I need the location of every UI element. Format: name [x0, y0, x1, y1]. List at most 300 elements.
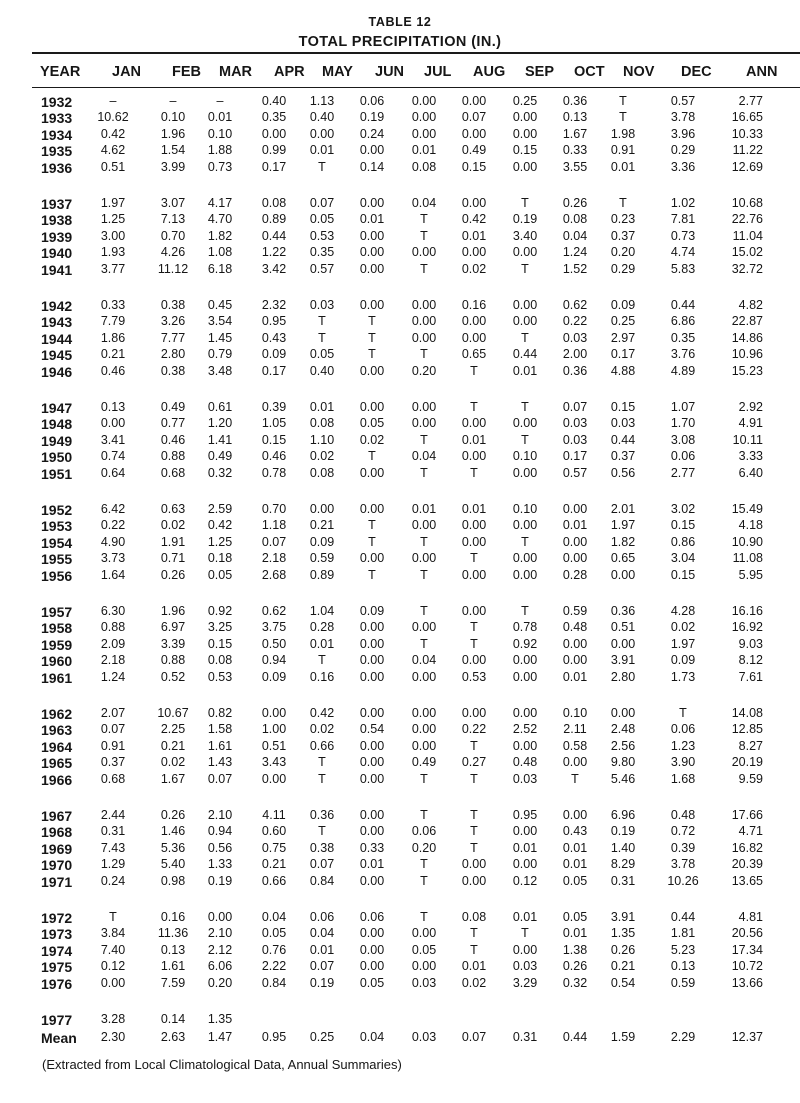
value-cell-apr: 0.89 — [261, 212, 287, 227]
value-cell-aug: 0.22 — [461, 722, 487, 737]
year-cell: 1966 — [41, 771, 73, 788]
value-cell-nov: 1.97 — [610, 518, 636, 533]
year-cell: 1953 — [41, 518, 73, 535]
value-cell-dec: 3.90 — [670, 755, 696, 770]
value-cell-aug: 0.00 — [461, 604, 487, 618]
value-cell-feb: 10.67 — [157, 706, 189, 720]
value-cell-feb: 1.96 — [160, 126, 186, 141]
value-cell-dec: 0.06 — [670, 722, 696, 737]
table-row — [0, 127, 800, 143]
value-cell-dec: 1.23 — [670, 738, 696, 753]
value-cell-jan: 0.42 — [100, 126, 126, 141]
value-cell-dec: 0.73 — [670, 228, 696, 243]
value-cell-dec: 4.74 — [670, 245, 696, 260]
value-cell-nov: 3.91 — [610, 910, 636, 924]
value-cell-jul: 0.00 — [411, 669, 437, 684]
value-cell-sep: 0.03 — [512, 959, 538, 974]
column-header-aug: AUG — [473, 64, 506, 80]
value-cell-aug: 0.16 — [461, 298, 487, 312]
value-cell-jul: T — [420, 604, 428, 618]
value-cell-feb: 3.39 — [160, 636, 186, 651]
value-cell-jun: T — [368, 449, 376, 464]
mean-cell-dec: 2.29 — [670, 1030, 696, 1044]
value-cell-jan: 0.21 — [100, 347, 126, 362]
table-row — [0, 449, 800, 465]
value-cell-apr: 0.78 — [261, 465, 287, 480]
table-row — [0, 824, 800, 840]
value-cell-ann: 2.92 — [738, 400, 763, 414]
value-cell-may: 0.07 — [309, 196, 335, 210]
value-cell-mar: 4.17 — [207, 196, 233, 210]
value-cell-oct: 0.04 — [562, 228, 588, 243]
value-cell-dec: 0.57 — [670, 94, 696, 108]
value-cell-jan: 0.74 — [100, 449, 126, 464]
column-header-row — [0, 64, 800, 84]
value-cell-jul: 0.00 — [411, 416, 437, 431]
value-cell-dec: T — [679, 706, 687, 720]
value-cell-aug: 0.15 — [461, 159, 487, 174]
value-cell-feb: 3.07 — [160, 196, 186, 210]
value-cell-oct: 0.01 — [562, 857, 588, 872]
value-cell-jan: 0.22 — [100, 518, 126, 533]
value-cell-jun: 0.06 — [359, 94, 385, 108]
value-cell-nov: T — [619, 196, 627, 210]
value-cell-jun: T — [368, 330, 376, 345]
value-cell-feb: 0.21 — [160, 738, 186, 753]
column-header-feb: FEB — [172, 64, 201, 80]
value-cell-mar: 1.82 — [207, 228, 233, 243]
value-cell-mar: 1.61 — [207, 738, 233, 753]
mean-cell-ann: 12.37 — [731, 1030, 763, 1044]
value-cell-jun: 0.00 — [359, 824, 385, 839]
value-cell-sep: 0.00 — [512, 245, 538, 260]
value-cell-jul: T — [420, 857, 428, 872]
value-cell-dec: 0.13 — [670, 959, 696, 974]
value-cell-mar: 2.12 — [207, 942, 233, 957]
value-cell-jul: 0.06 — [411, 824, 437, 839]
value-cell-ann: 13.65 — [731, 873, 763, 888]
value-cell-jun: 0.00 — [359, 551, 385, 566]
value-cell-jun: 0.00 — [359, 636, 385, 651]
value-cell-may: 0.16 — [309, 669, 335, 684]
value-cell-nov: 0.23 — [610, 212, 636, 227]
value-cell-jun: 0.01 — [359, 212, 385, 227]
value-cell-ann: 15.02 — [731, 245, 763, 260]
value-cell-mar: 0.18 — [207, 551, 233, 566]
value-cell-mar: 0.49 — [207, 449, 233, 464]
value-cell-aug: T — [470, 942, 478, 957]
value-cell-feb: 0.70 — [160, 228, 186, 243]
value-cell-jun: 0.00 — [359, 465, 385, 480]
value-cell-apr: 1.22 — [261, 245, 287, 260]
value-cell-sep: 0.01 — [512, 910, 538, 924]
value-cell-may: 0.53 — [309, 228, 335, 243]
value-cell-feb: 0.02 — [160, 518, 186, 533]
value-cell-apr: 0.95 — [261, 314, 287, 329]
year-cell: 1932 — [41, 94, 73, 110]
value-cell-dec: 0.39 — [670, 840, 696, 855]
table-row — [0, 143, 800, 159]
value-cell-jan: 6.30 — [100, 604, 126, 618]
value-cell-apr: 3.43 — [261, 755, 287, 770]
value-cell-dec: 5.83 — [670, 261, 696, 276]
value-cell-sep: 0.01 — [512, 363, 538, 378]
value-cell-aug: 0.00 — [461, 518, 487, 533]
value-cell-jun: 0.00 — [359, 706, 385, 720]
value-cell-apr: 0.40 — [261, 94, 287, 108]
table-row — [0, 245, 800, 261]
value-cell-feb: 0.38 — [160, 298, 186, 312]
value-cell-nov: T — [619, 110, 627, 125]
value-cell-nov: 0.17 — [610, 347, 636, 362]
table-row — [0, 1012, 800, 1028]
value-cell-jul: 0.04 — [411, 196, 437, 210]
value-cell-aug: T — [470, 771, 478, 786]
value-cell-ann: 12.85 — [731, 722, 763, 737]
value-cell-ann: 8.12 — [738, 653, 763, 668]
column-header-may: MAY — [322, 64, 353, 80]
value-cell-feb: 0.14 — [160, 1012, 186, 1026]
value-cell-ann: 2.77 — [738, 94, 763, 108]
value-cell-nov: 1.98 — [610, 126, 636, 141]
table-row — [0, 637, 800, 653]
value-cell-sep: 0.00 — [512, 551, 538, 566]
mean-cell-mar: 1.47 — [207, 1030, 233, 1044]
value-cell-jun: 0.00 — [359, 363, 385, 378]
value-cell-may: 0.21 — [309, 518, 335, 533]
value-cell-may: 0.36 — [309, 808, 335, 822]
value-cell-mar: 0.94 — [207, 824, 233, 839]
header-rule — [32, 87, 800, 88]
value-cell-aug: T — [470, 465, 478, 480]
value-cell-may: 0.03 — [309, 298, 335, 312]
value-cell-dec: 0.06 — [670, 449, 696, 464]
value-cell-sep: T — [521, 261, 529, 276]
value-cell-ann: 10.72 — [731, 959, 763, 974]
year-cell: 1971 — [41, 873, 73, 890]
value-cell-jun: 0.00 — [359, 245, 385, 260]
value-cell-feb: 5.36 — [160, 840, 186, 855]
value-cell-may: 0.19 — [309, 975, 335, 990]
table-row — [0, 400, 800, 416]
table-row — [0, 212, 800, 228]
value-cell-feb: 4.26 — [160, 245, 186, 260]
value-cell-oct: 0.13 — [562, 110, 588, 125]
value-cell-jun: 0.00 — [359, 669, 385, 684]
value-cell-sep: 0.00 — [512, 110, 538, 125]
value-cell-jul: 0.00 — [411, 110, 437, 125]
value-cell-ann: 3.33 — [738, 449, 763, 464]
value-cell-jun: 0.00 — [359, 755, 385, 770]
value-cell-jan: 0.68 — [100, 771, 126, 786]
year-cell: 1940 — [41, 245, 73, 262]
value-cell-mar: 1.58 — [207, 722, 233, 737]
value-cell-dec: 6.86 — [670, 314, 696, 329]
year-cell: 1944 — [41, 330, 73, 347]
value-cell-jul: T — [420, 261, 428, 276]
table-number: TABLE 12 — [368, 15, 432, 29]
value-cell-jan: 1.64 — [100, 567, 126, 582]
value-cell-ann: 10.11 — [732, 432, 763, 447]
value-cell-jul: 0.49 — [411, 755, 437, 770]
value-cell-jun: 0.00 — [359, 738, 385, 753]
column-header-apr: APR — [274, 64, 305, 80]
value-cell-jun: 0.00 — [359, 143, 385, 158]
value-cell-mar: 2.59 — [207, 502, 233, 516]
value-cell-ann: 17.34 — [731, 942, 763, 957]
value-cell-oct: 0.00 — [562, 636, 588, 651]
table-row — [0, 841, 800, 857]
value-cell-jun: T — [368, 347, 376, 362]
value-cell-nov: 0.21 — [610, 959, 636, 974]
value-cell-feb: 0.52 — [160, 669, 186, 684]
value-cell-may: 1.10 — [309, 432, 335, 447]
value-cell-jun: 0.00 — [359, 298, 385, 312]
column-header-sep: SEP — [525, 64, 555, 80]
value-cell-mar: 1.88 — [207, 143, 233, 158]
value-cell-ann: 22.76 — [731, 212, 763, 227]
value-cell-jun: 0.19 — [359, 110, 385, 125]
value-cell-apr: 0.66 — [261, 873, 287, 888]
value-cell-apr: 0.99 — [261, 143, 287, 158]
value-cell-nov: 0.37 — [610, 449, 636, 464]
value-cell-feb: 3.99 — [160, 159, 186, 174]
value-cell-ann: 8.27 — [738, 738, 763, 753]
value-cell-jun: 0.00 — [359, 620, 385, 635]
table-row — [0, 943, 800, 959]
year-cell: 1958 — [41, 620, 73, 637]
value-cell-ann: 20.56 — [731, 926, 763, 941]
value-cell-sep: 0.01 — [512, 840, 538, 855]
value-cell-jul: 0.00 — [411, 551, 437, 566]
value-cell-jul: 0.08 — [411, 159, 437, 174]
value-cell-apr: 0.21 — [261, 857, 287, 872]
value-cell-feb: 7.77 — [160, 330, 186, 345]
value-cell-sep: 3.29 — [512, 975, 538, 990]
value-cell-jan: 6.42 — [100, 502, 126, 516]
mean-cell-may: 0.25 — [309, 1030, 335, 1044]
value-cell-mar: 1.25 — [207, 534, 233, 549]
value-cell-may: 0.08 — [309, 416, 335, 431]
value-cell-jan: 10.62 — [97, 110, 129, 125]
value-cell-may: 0.04 — [309, 926, 335, 941]
value-cell-sep: 0.00 — [512, 669, 538, 684]
year-cell: 1955 — [41, 551, 73, 568]
value-cell-sep: 0.00 — [512, 159, 538, 174]
value-cell-dec: 0.48 — [670, 808, 696, 822]
value-cell-apr: 0.00 — [261, 771, 287, 786]
value-cell-may: 0.00 — [309, 502, 335, 516]
value-cell-oct: 0.36 — [562, 363, 588, 378]
value-cell-may: 0.28 — [309, 620, 335, 635]
table-row — [0, 110, 800, 126]
value-cell-apr: 0.07 — [261, 534, 287, 549]
value-cell-apr: 2.18 — [261, 551, 287, 566]
value-cell-aug: 0.00 — [461, 94, 487, 108]
value-cell-oct: 0.58 — [562, 738, 588, 753]
value-cell-oct: T — [571, 771, 579, 786]
value-cell-aug: 0.00 — [461, 416, 487, 431]
value-cell-sep: 0.00 — [512, 416, 538, 431]
table-row — [0, 722, 800, 738]
value-cell-nov: T — [619, 94, 627, 108]
value-cell-sep: T — [521, 196, 529, 210]
value-cell-feb: 0.98 — [160, 873, 186, 888]
table-row — [0, 518, 800, 534]
value-cell-aug: 0.53 — [461, 669, 487, 684]
value-cell-jun: 0.00 — [359, 959, 385, 974]
value-cell-jul: 0.00 — [411, 959, 437, 974]
value-cell-jun: 0.00 — [359, 196, 385, 210]
mean-cell-jun: 0.04 — [359, 1030, 385, 1044]
value-cell-apr: 1.05 — [261, 416, 287, 431]
value-cell-sep: 0.00 — [512, 567, 538, 582]
value-cell-nov: 0.19 — [610, 824, 636, 839]
value-cell-oct: 1.67 — [562, 126, 588, 141]
value-cell-sep: 0.48 — [512, 755, 538, 770]
value-cell-nov: 3.91 — [610, 653, 636, 668]
value-cell-mar: 0.20 — [207, 975, 233, 990]
year-cell: 1973 — [41, 926, 73, 943]
value-cell-jul: T — [420, 347, 428, 362]
value-cell-ann: 4.18 — [738, 518, 763, 533]
value-cell-mar: 0.05 — [207, 567, 233, 582]
value-cell-aug: 0.02 — [461, 975, 487, 990]
value-cell-sep: 0.03 — [512, 771, 538, 786]
value-cell-ann: 9.59 — [738, 771, 763, 786]
value-cell-ann: 10.68 — [731, 196, 763, 210]
value-cell-oct: 0.59 — [562, 604, 588, 618]
table-row — [0, 772, 800, 788]
value-cell-aug: 0.01 — [461, 432, 487, 447]
value-cell-apr: 0.17 — [261, 363, 287, 378]
value-cell-apr: 0.51 — [261, 738, 287, 753]
table-row — [0, 926, 800, 942]
value-cell-may: 0.38 — [309, 840, 335, 855]
value-cell-oct: 0.05 — [562, 873, 588, 888]
value-cell-feb: 7.13 — [160, 212, 186, 227]
value-cell-apr: 1.18 — [261, 518, 287, 533]
value-cell-jul: T — [420, 636, 428, 651]
year-cell: 1977 — [41, 1012, 73, 1028]
value-cell-oct: 0.26 — [562, 959, 588, 974]
value-cell-dec: 3.78 — [670, 110, 696, 125]
value-cell-dec: 4.28 — [670, 604, 696, 618]
year-cell: 1963 — [41, 722, 73, 739]
value-cell-may: 0.07 — [309, 959, 335, 974]
value-cell-feb: 1.67 — [160, 771, 186, 786]
value-cell-jan: 3.41 — [100, 432, 126, 447]
value-cell-jan: 3.84 — [100, 926, 126, 941]
value-cell-jun: 0.00 — [359, 502, 385, 516]
table-row — [0, 229, 800, 245]
table-row — [0, 347, 800, 363]
value-cell-jul: 0.20 — [411, 840, 437, 855]
value-cell-jun: T — [368, 534, 376, 549]
value-cell-sep: 0.00 — [512, 942, 538, 957]
value-cell-nov: 0.37 — [610, 228, 636, 243]
value-cell-apr: 0.75 — [261, 840, 287, 855]
value-cell-sep: 0.00 — [512, 857, 538, 872]
value-cell-dec: 0.15 — [670, 518, 696, 533]
value-cell-dec: 1.73 — [670, 669, 696, 684]
mean-cell-jul: 0.03 — [411, 1030, 437, 1044]
year-cell: 1974 — [41, 942, 73, 959]
value-cell-feb: 0.88 — [160, 653, 186, 668]
value-cell-jul: T — [420, 465, 428, 480]
value-cell-dec: 10.26 — [667, 873, 699, 888]
value-cell-nov: 0.20 — [610, 245, 636, 260]
value-cell-mar: 0.00 — [207, 910, 233, 924]
value-cell-apr: 0.08 — [261, 196, 287, 210]
value-cell-sep: 0.00 — [512, 314, 538, 329]
value-cell-jan: 0.64 — [100, 465, 126, 480]
value-cell-may: 0.05 — [309, 212, 335, 227]
table-row — [0, 857, 800, 873]
value-cell-ann: 17.66 — [731, 808, 763, 822]
value-cell-jan: 0.31 — [100, 824, 126, 839]
value-cell-ann: 13.66 — [731, 975, 763, 990]
value-cell-oct: 2.11 — [563, 722, 587, 737]
value-cell-jul: 0.04 — [411, 449, 437, 464]
value-cell-jan: 0.51 — [100, 159, 126, 174]
value-cell-aug: T — [470, 840, 478, 855]
value-cell-may: 0.05 — [309, 347, 335, 362]
value-cell-aug: 0.00 — [461, 653, 487, 668]
year-cell: 1935 — [41, 143, 73, 160]
value-cell-feb: 0.88 — [160, 449, 186, 464]
value-cell-oct: 0.07 — [562, 400, 588, 414]
value-cell-ann: 20.39 — [731, 857, 763, 872]
value-cell-aug: 0.00 — [461, 706, 487, 720]
value-cell-oct: 0.01 — [562, 840, 588, 855]
value-cell-apr: 0.15 — [261, 432, 287, 447]
value-cell-dec: 4.89 — [670, 363, 696, 378]
value-cell-oct: 0.00 — [562, 808, 588, 822]
value-cell-jun: 0.01 — [359, 857, 385, 872]
value-cell-dec: 1.68 — [670, 771, 696, 786]
year-cell: 1934 — [41, 126, 73, 143]
year-cell: 1970 — [41, 857, 73, 874]
value-cell-oct: 0.36 — [562, 94, 588, 108]
value-cell-aug: 0.00 — [461, 314, 487, 329]
value-cell-sep: 0.10 — [512, 449, 538, 464]
value-cell-may: T — [318, 755, 326, 770]
value-cell-may: 0.01 — [309, 942, 335, 957]
value-cell-ann: 14.08 — [731, 706, 763, 720]
year-cell: 1949 — [41, 432, 73, 449]
value-cell-mar: 0.45 — [207, 298, 233, 312]
value-cell-dec: 1.81 — [670, 926, 696, 941]
value-cell-jan: 0.00 — [100, 416, 126, 431]
value-cell-apr: 0.09 — [261, 669, 287, 684]
year-cell: 1956 — [41, 567, 73, 584]
value-cell-aug: 0.42 — [461, 212, 487, 227]
value-cell-may: 0.57 — [309, 261, 335, 276]
table-row — [0, 433, 800, 449]
value-cell-aug: T — [470, 636, 478, 651]
value-cell-nov: 0.26 — [610, 942, 636, 957]
table-row — [0, 196, 800, 212]
value-cell-jun: 0.00 — [359, 808, 385, 822]
table-title: TOTAL PRECIPITATION (IN.) — [298, 34, 502, 50]
table-row — [0, 331, 800, 347]
value-cell-mar: 1.08 — [207, 245, 233, 260]
value-cell-ann: 22.87 — [731, 314, 763, 329]
value-cell-jan: 0.91 — [100, 738, 126, 753]
value-cell-aug: T — [470, 926, 478, 941]
value-cell-may: T — [318, 653, 326, 668]
